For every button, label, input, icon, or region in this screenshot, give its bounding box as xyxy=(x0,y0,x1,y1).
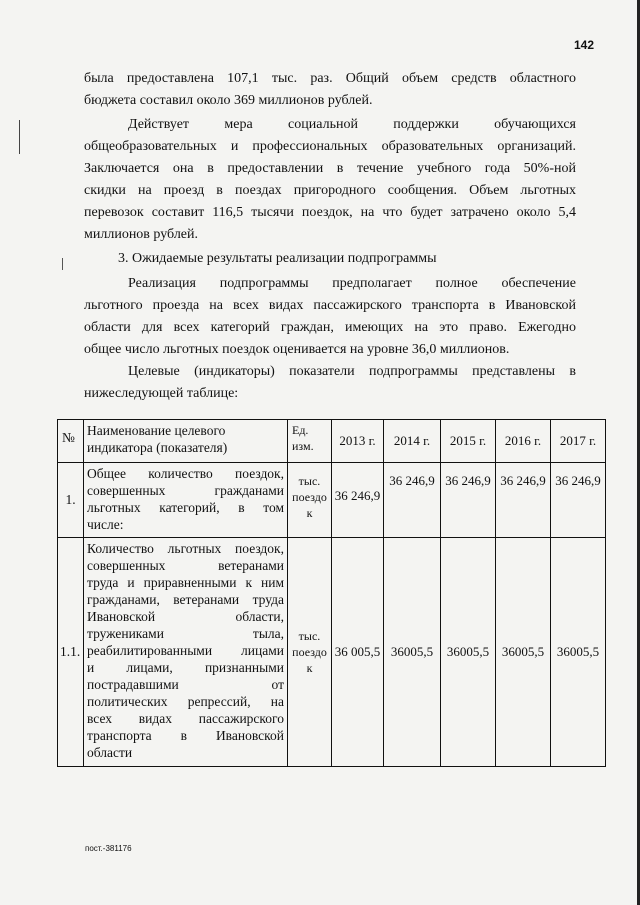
row-value: 36005,5 xyxy=(384,538,441,767)
text-line: нижеследующей таблице: xyxy=(84,386,239,401)
header-name-line: индикатора (показателя) xyxy=(87,440,228,455)
row-name-line: политических репрессий, на xyxy=(87,694,284,709)
row-name-line: льготных категорий, в том xyxy=(87,500,284,515)
row-name-line: гражданами, ветеранами труда xyxy=(87,592,284,607)
header-year: 2015 г. xyxy=(441,420,496,463)
text-line: была предоставлена 107,1 тыс. раз. Общий объем средств областного xyxy=(84,71,576,86)
paragraph xyxy=(84,114,576,246)
header-name xyxy=(84,420,288,463)
row-name-line: транспорта в Ивановской xyxy=(87,728,284,743)
text-line: Реализация подпрограммы предполагает полное обеспечение xyxy=(128,276,576,291)
row-name xyxy=(84,463,288,538)
row-unit-line: тыс. xyxy=(298,474,321,488)
row-unit-line: поездо xyxy=(292,490,327,504)
paragraph xyxy=(84,68,576,112)
row-unit-line: к xyxy=(306,506,313,520)
table-row xyxy=(58,538,606,767)
row-unit-line: к xyxy=(306,661,313,675)
text-line: Действует мера социальной поддержки обучающихся xyxy=(128,117,576,132)
row-name-line: Количество льготных поездок, xyxy=(87,541,284,556)
row-name-line: области xyxy=(87,745,133,760)
header-unit-line: Ед. xyxy=(292,423,309,437)
margin-mark xyxy=(62,258,63,270)
text-line: миллионов рублей. xyxy=(84,227,199,242)
row-value: 36 246,9 xyxy=(441,463,496,538)
text-line: области для всех категорий граждан, имеющих на это право. Ежегодно xyxy=(84,320,576,335)
row-unit-line: тыс. xyxy=(298,629,321,643)
paragraph xyxy=(84,361,576,405)
row-value: 36 246,9 xyxy=(551,463,606,538)
paragraph xyxy=(84,273,576,361)
row-value: 36005,5 xyxy=(496,538,551,767)
header-year: 2016 г. xyxy=(496,420,551,463)
row-name-line: Общее количество поездок, xyxy=(87,466,284,481)
header-year: 2014 г. xyxy=(384,420,441,463)
text-line: перевозок составит 116,5 тысячи поездок, на что будет затрачено около 5,4 xyxy=(84,205,576,220)
text-line: бюджета составил около 369 миллионов рублей. xyxy=(84,93,373,108)
table-row xyxy=(58,463,606,538)
row-name-line: всех видах пассажирского xyxy=(87,711,284,726)
row-unit-line: поездо xyxy=(292,645,327,659)
text-line: льготного проезда на всех видах пассажирского транспорта в Ивановской xyxy=(84,298,576,313)
row-name-line: совершенных гражданами xyxy=(87,483,284,498)
row-value: 36005,5 xyxy=(551,538,606,767)
row-unit xyxy=(288,538,332,767)
header-num: № xyxy=(58,420,84,463)
row-num: 1. xyxy=(58,463,84,538)
header-year: 2017 г. xyxy=(551,420,606,463)
row-name-line: реабилитированными лицами xyxy=(87,643,284,658)
row-value: 36 005,5 xyxy=(332,538,384,767)
text-line: общее число льготных поездок оценивается на уровне 36,0 миллионов. xyxy=(84,342,510,357)
row-value: 36 246,9 xyxy=(332,463,384,538)
text-line: скидки на проезд в поездах пригородного сообщения. Объем льготных xyxy=(84,183,576,198)
header-year: 2013 г. xyxy=(332,420,384,463)
row-unit xyxy=(288,463,332,538)
text-line: общеобразовательных и профессиональных образовательных организаций. xyxy=(84,139,576,154)
row-num: 1.1. xyxy=(58,538,84,767)
header-unit-line: изм. xyxy=(292,439,314,453)
row-value: 36 246,9 xyxy=(496,463,551,538)
row-name-line: тружениками тыла, xyxy=(87,626,284,641)
header-unit xyxy=(288,420,332,463)
text-line: Заключается она в предоставлении в течение учебного года 50%-ной xyxy=(84,161,576,176)
row-name xyxy=(84,538,288,767)
footer-code: пост.-381176 xyxy=(85,844,132,853)
table-header-row xyxy=(58,420,606,463)
indicators-table xyxy=(57,419,606,767)
row-name-line: числе: xyxy=(87,517,124,532)
header-name-line: Наименование целевого xyxy=(87,423,226,438)
row-name-line: совершенных ветеранами xyxy=(87,558,284,573)
row-name-line: Ивановской области, xyxy=(87,609,284,624)
row-value: 36005,5 xyxy=(441,538,496,767)
row-name-line: пострадавшими от xyxy=(87,677,284,692)
page-number: 142 xyxy=(573,38,594,52)
text-line: Целевые (индикаторы) показатели подпрограммы представлены в xyxy=(128,364,576,379)
row-value: 36 246,9 xyxy=(384,463,441,538)
margin-mark xyxy=(19,120,20,154)
section-heading xyxy=(84,248,576,270)
section-heading-text: 3. Ожидаемые результаты реализации подпрограммы xyxy=(118,251,437,266)
row-name-line: труда и приравненными к ним xyxy=(87,575,284,590)
row-name-line: и лицами, признанными xyxy=(87,660,284,675)
